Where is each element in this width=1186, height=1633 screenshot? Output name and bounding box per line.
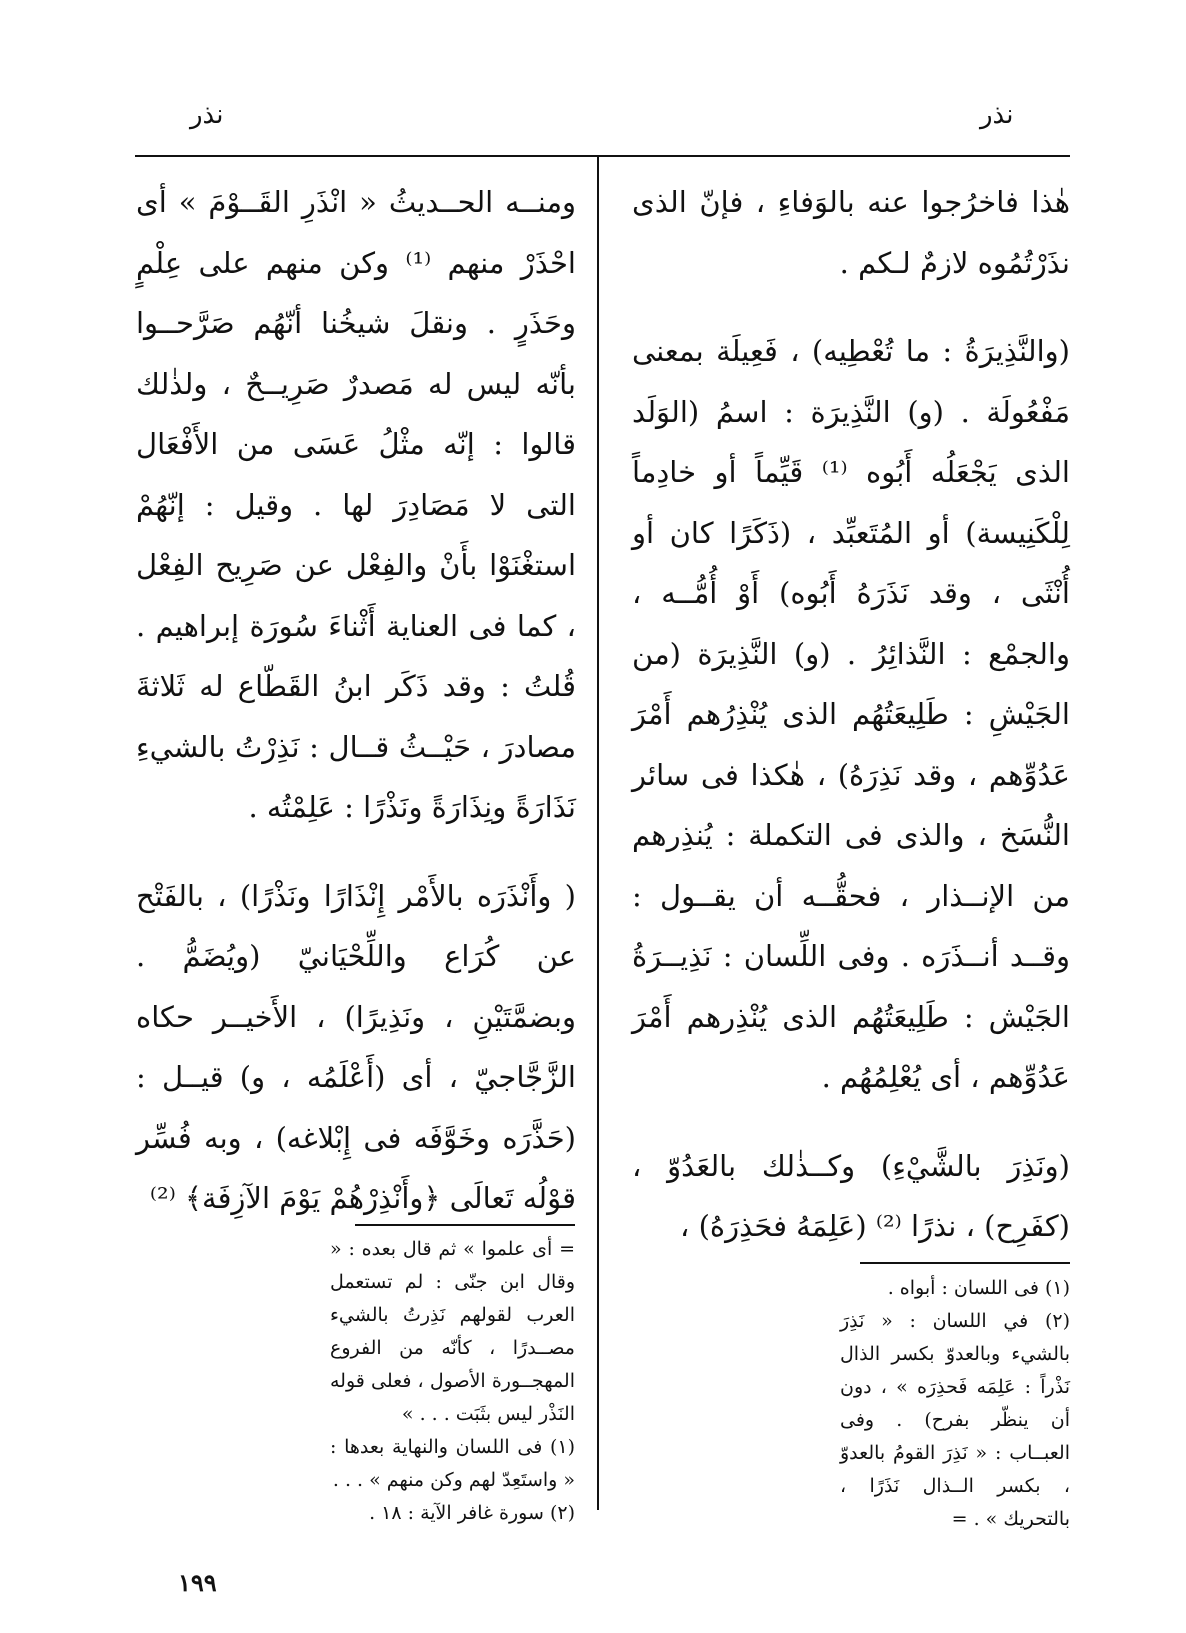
running-headword-left: نذر <box>190 100 224 130</box>
paragraph: ومنــه الحــديثُ « انْذَرِ القَــوْمَ » أى احْذَرْ منهم ⁽¹⁾ وكن منهم على عِلْمٍ وحَذَرٍ . ونقلَ شيخُنا أنّهُم صَرَّحــوا بأنّه ليس له مَصدرٌ صَرِيــحٌ ، ولذٰلك قالوا : إنّه مثْلُ عَسَى من الأَفْعَال التى لا مَصَادِرَ لها . وقيل : إنّهُمْ استغْنَوْا بأَنْ والفِعْل عن صَرِيح الفِعْل ، كما فى العناية أَثْناءَ سُورَة إبراهيم . قُلتُ : وقد ذَكَر ابنُ القَطّاع له ثَلاثةَ مصادرَ ، حَيْــثُ قــال : نَذِرْتُ بالشيءِ نَذَارَةً ونِذَارَةً ونَذْرًا : عَلِمْتُه . <box>136 185 576 824</box>
paragraph: ( وأَنْذَرَه بالأَمْر إِنْذَارًا ونَذْرًا) ، بالفَتْح عن كُرَاع واللِّحْيَانيّ (ويُضَمُّ . وبضمَّتَيْنِ ، ونَذِيرًا) ، الأَخيــر حكاه الزَّجَّاجيّ ، أى (أَعْلَمُه ، و) قيــل : (حَذَّرَه وخَوَّفَه فى إِبْلاغه) ، وبه فُسِّر قوْلُه تَعالَى ﴿وأَنْذِرْهُمْ يَوْمَ الآزِفَة﴾ ⁽²⁾ <box>136 878 576 1215</box>
footnote: (٢) سورة غافر الآية : ١٨ . <box>369 1502 575 1524</box>
footnote: (١) فى اللسان والنهاية بعدها : « واستَعِدّ لهم وكن منهم » . . . <box>330 1436 575 1491</box>
footnote-rule-left <box>355 1224 575 1226</box>
page-number: ١٩٩ <box>178 1568 217 1597</box>
footnote-rule-right <box>860 1262 1070 1264</box>
column-divider <box>597 155 599 1510</box>
running-headword-right: نذر <box>980 100 1014 130</box>
paragraph: (ونَذِرَ بالشَّيْءِ) وكــذٰلك بالعَدُوّ ، (كفَرِح) ، نذرًا ⁽²⁾ (عَلِمَهُ فحَذِرَهُ) ، <box>632 1148 1070 1243</box>
left-column <box>136 172 576 1229</box>
header-rule <box>135 155 1070 157</box>
footnotes-left <box>330 1233 575 1530</box>
paragraph: (والنَّذِيرَةُ : ما تُعْطِيه) ، فَعِيلَة بمعنى مَفْعُولَة . (و) النَّذِيرَة : اسمُ (الوَلَد الذى يَجْعَلُه أَبُوه ⁽¹⁾ قَيِّماً أو خادِماً لِلْكَنِيسة) أو المُتَعبِّد ، (ذَكَرًا كان أو أُنْثَى ، وقد نَذَرَهُ أَبُوه) أَوْ أُمُّــه ، والجمْع : النَّذائِرُ . (و) النَّذِيرَة (من الجَيْشِ : طَلِيعَتُهُم الذى يُنْذِرُهم أَمْرَ عَدُوِّهم ، وقد نَذِرَهُ) ، هٰكذا فى سائر النُّسَخ ، والذى فى التكملة : يُنذِرهم من الإنــذار ، فحقُّــه أن يقــول : وقــد أنــذَرَه . وفى اللِّسان : نَذِيــرَةُ الجَيْش : طَلِيعَتُهُم الذى يُنْذِرهم أَمْرَ عَدُوِّهم ، أى يُعْلِمُهُم . <box>632 334 1070 1094</box>
footnotes-right <box>840 1272 1070 1536</box>
paragraph: هٰذا فاخرُجوا عنه بالوَفاءِ ، فإنّ الذى نذَرْتُمُوه لازمٌ لـكم . <box>632 185 1070 280</box>
footnote: = أى علموا » ثم قال بعده : « وقال ابن جنّى : لم تستعمل العرب لقولهم نَذِرتُ بالشيء مصــدرًا ، كأنّه من الفروع المهجــورة الأصول ، فعلى قوله النَذْر ليس بثَبَت . . . » <box>330 1238 575 1425</box>
footnote: (٢) في اللسان : « نَذِرَ بالشيء وبالعدوّ بكسر الذال نَذْراً : عَلِمَه فَحذِرَه » ، دون أن ينظّر بفرح) . وفى العبــاب : « نَذِرَ القومُ بالعدوّ ، بكسر الــذال نَذَرًا ، بالتحريك » . = <box>840 1310 1070 1530</box>
footnote: (١) فى اللسان : أبواه . <box>887 1277 1070 1299</box>
right-column <box>632 172 1070 1257</box>
